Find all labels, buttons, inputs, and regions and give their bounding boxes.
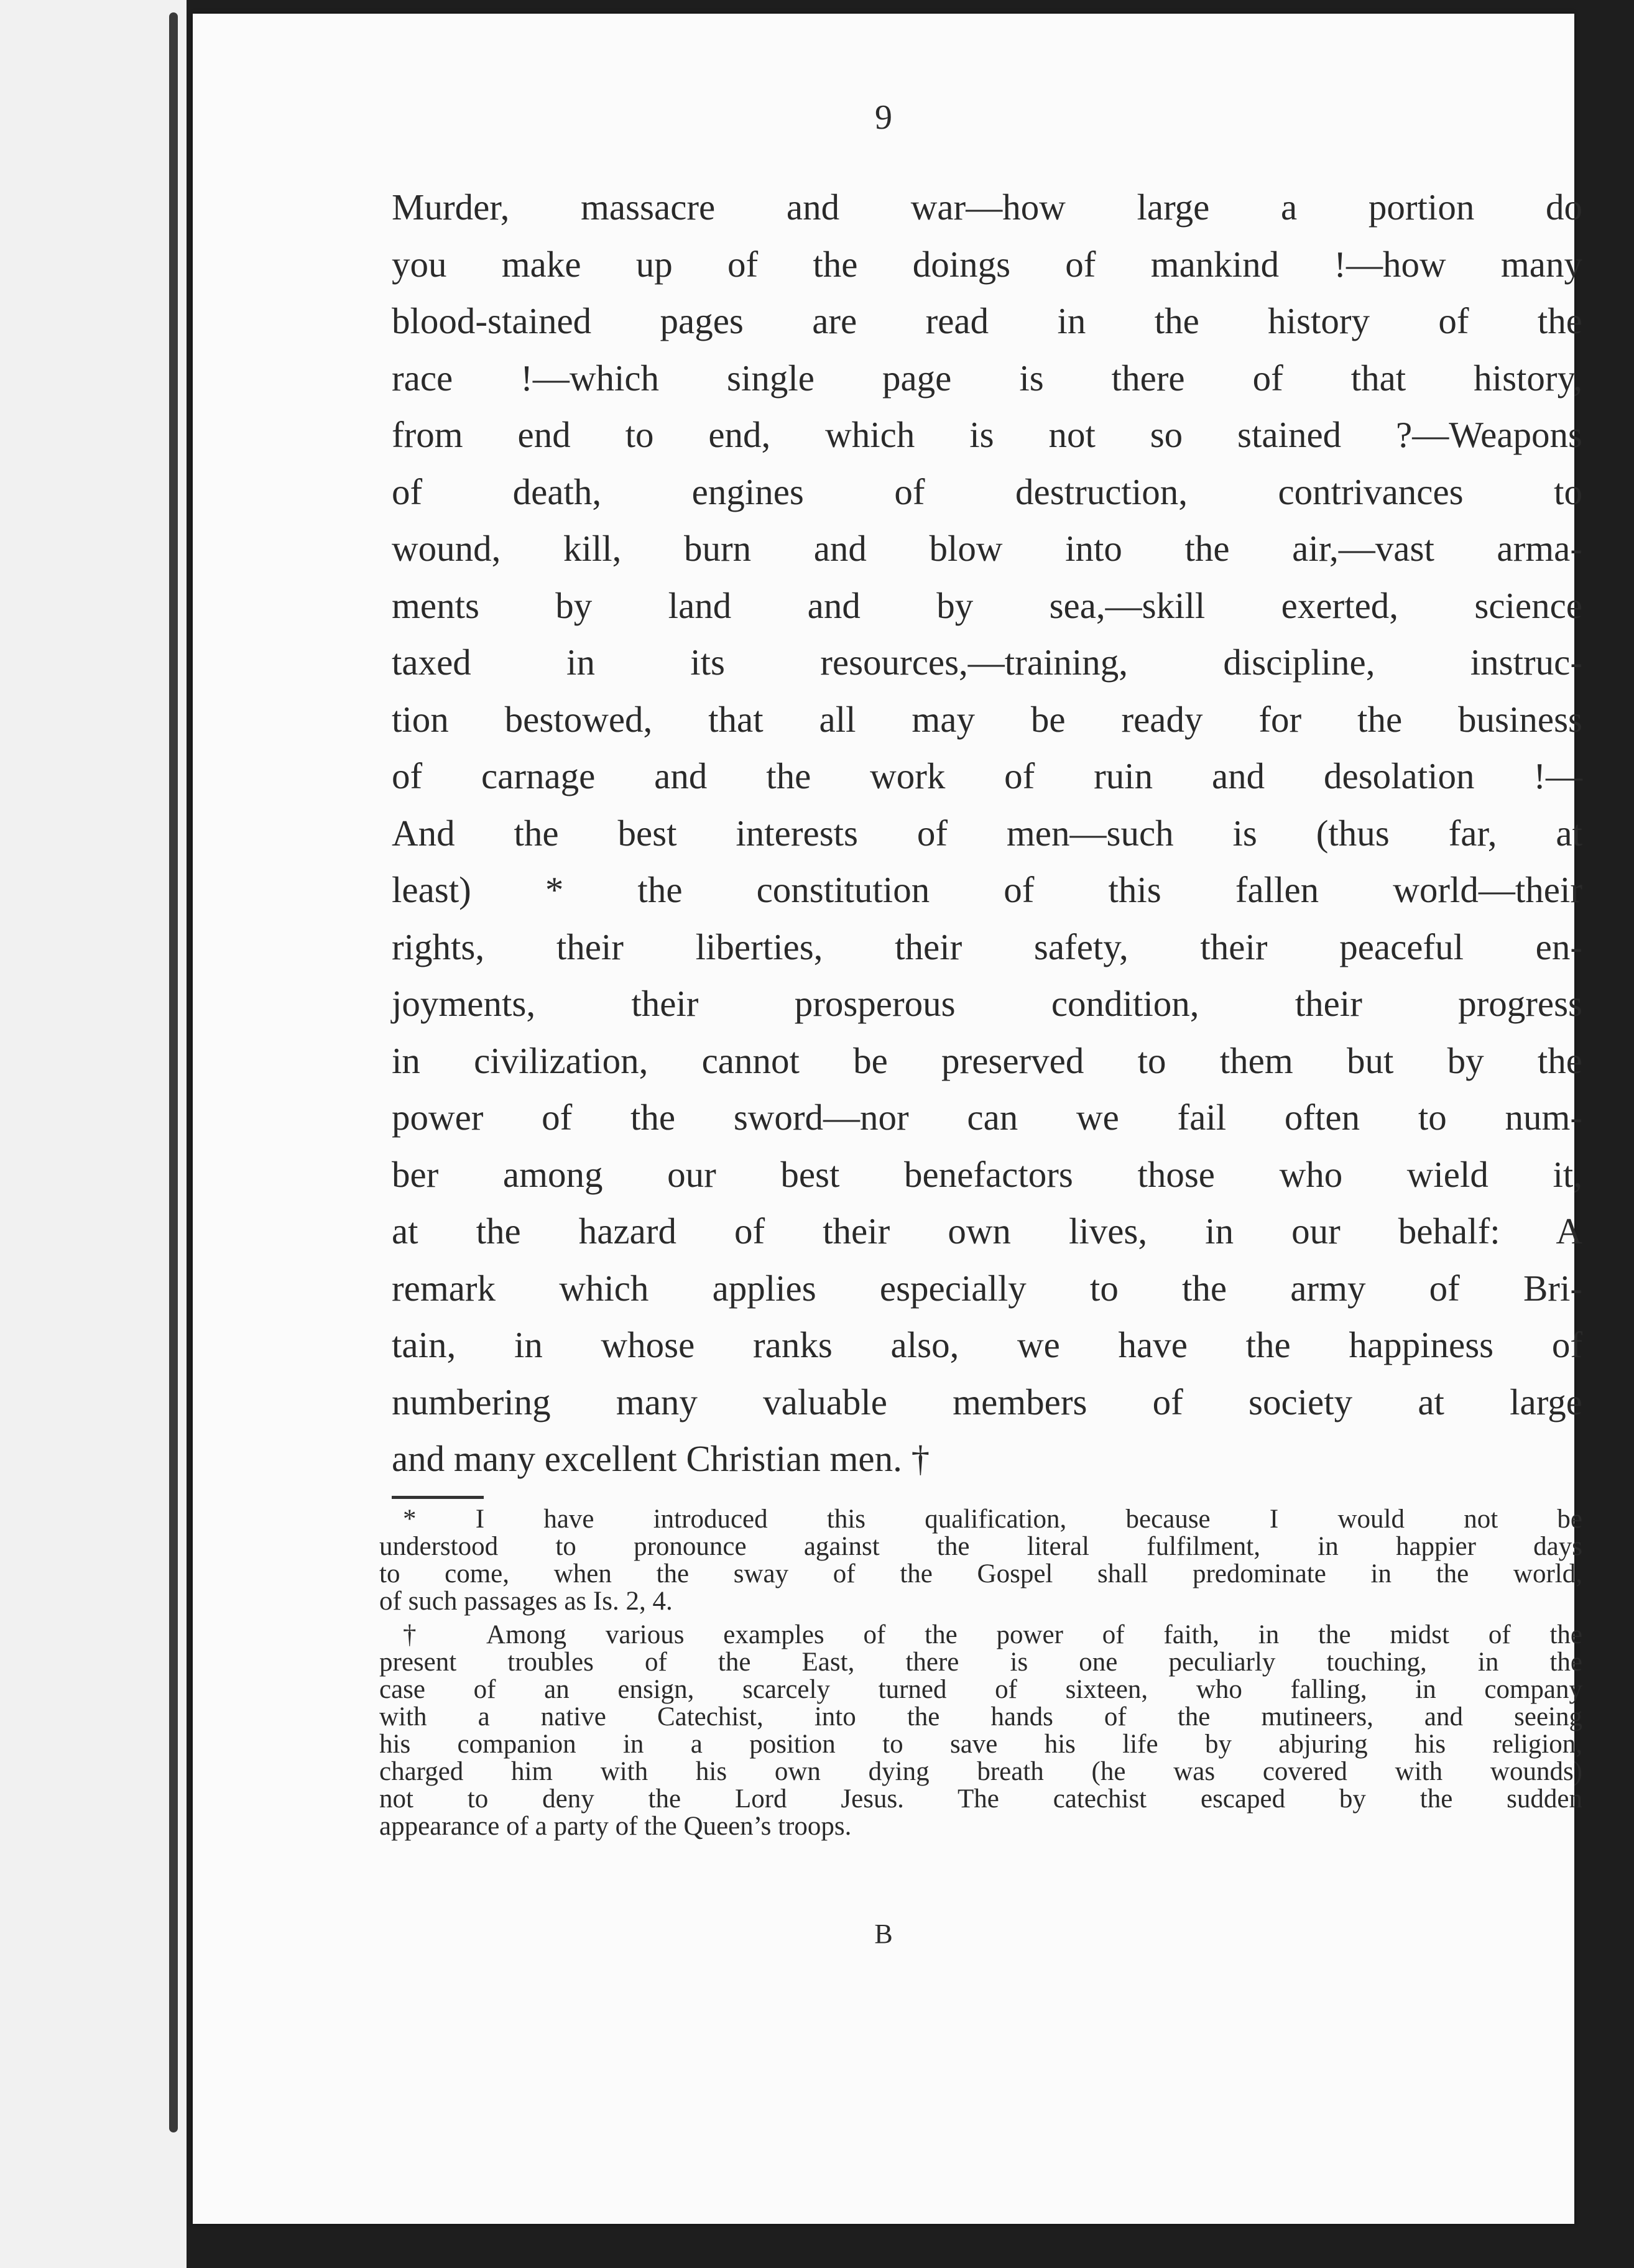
body-line: and many excellent Christian men. † (392, 1438, 930, 1479)
body-line: tain, in whose ranks also, we have the happiness of (392, 1324, 1582, 1365)
body-line: tion bestowed, that all may be ready for the business (392, 698, 1582, 740)
body-line: from end to end, which is not so stained ?—Weapons (392, 414, 1582, 455)
body-line: blood-stained pages are read in the history of the (392, 300, 1582, 341)
signature-mark: B (874, 1919, 893, 1949)
body-line: race !—which single page is there of that history, (392, 357, 1582, 399)
body-line: remark which applies especially to the army of Bri- (392, 1267, 1582, 1309)
facing-page-edge (0, 0, 187, 2268)
body-line: numbering many valuable members of society at large (392, 1381, 1582, 1422)
body-line: joyments, their prosperous condition, their progress (392, 983, 1582, 1024)
footnote-line: † Among various examples of the power of faith, in the midst of the (403, 1620, 1582, 1649)
body-line: wound, kill, burn and blow into the air,—vast arma- (392, 528, 1582, 569)
book-page (193, 14, 1582, 2224)
footnote-line: of such passages as Is. 2, 4. (379, 1587, 673, 1616)
footnote-line: case of an ensign, scarcely turned of sixteen, who falling, in company (379, 1675, 1582, 1704)
body-line: rights, their liberties, their safety, their peaceful en- (392, 926, 1582, 967)
footnote-asterisk (379, 1506, 1582, 1615)
footnotes (379, 1506, 1582, 1840)
body-line: of death, engines of destruction, contrivances to (392, 471, 1582, 512)
footnote-line: understood to pronounce against the literal fulfilment, in happier days (379, 1532, 1582, 1561)
footnote-dagger (379, 1621, 1582, 1840)
body-line: ments by land and by sea,—skill exerted, science (392, 584, 1582, 626)
binding-gutter (169, 12, 178, 2132)
body-line: you make up of the doings of mankind !—how many (392, 243, 1582, 285)
body-line: taxed in its resources,—training, discipline, instruc- (392, 642, 1582, 683)
footnote-rule (392, 1496, 484, 1499)
footnote-line: to come, when the sway of the Gospel shall predominate in the world, (379, 1559, 1582, 1588)
footnote-line: * I have introduced this qualification, because I would not be (403, 1505, 1582, 1534)
body-line: of carnage and the work of ruin and desolation !— (392, 755, 1582, 796)
footnote-line: not to deny the Lord Jesus. The catechist escaped by the sudden (379, 1784, 1582, 1814)
body-line: in civilization, cannot be preserved to them but by the (392, 1040, 1582, 1081)
body-line: ber among our best benefactors those who wield it, (392, 1153, 1582, 1195)
body-line: And the best interests of men—such is (thus far, at (392, 812, 1582, 854)
footnote-line: present troubles of the East, there is one peculiarly touching, in the (379, 1648, 1582, 1677)
footnote-line: his companion in a position to save his life by abjuring his religion, (379, 1730, 1582, 1759)
footnote-line: appearance of a party of the Queen’s troops. (379, 1812, 852, 1841)
body-line: at the hazard of their own lives, in our behalf: A (392, 1210, 1582, 1252)
footnote-line: charged him with his own dying breath (he was covered with wounds) (379, 1757, 1582, 1786)
body-line: power of the sword—nor can we fail often to num- (392, 1097, 1582, 1138)
body-line: least) * the constitution of this fallen world—their (392, 869, 1582, 910)
body-text (392, 179, 1582, 1488)
footnote-line: with a native Catechist, into the hands of the mutineers, and seeing (379, 1702, 1582, 1731)
page-number: 9 (875, 98, 892, 137)
body-line: Murder, massacre and war—how large a portion do (392, 187, 1582, 228)
